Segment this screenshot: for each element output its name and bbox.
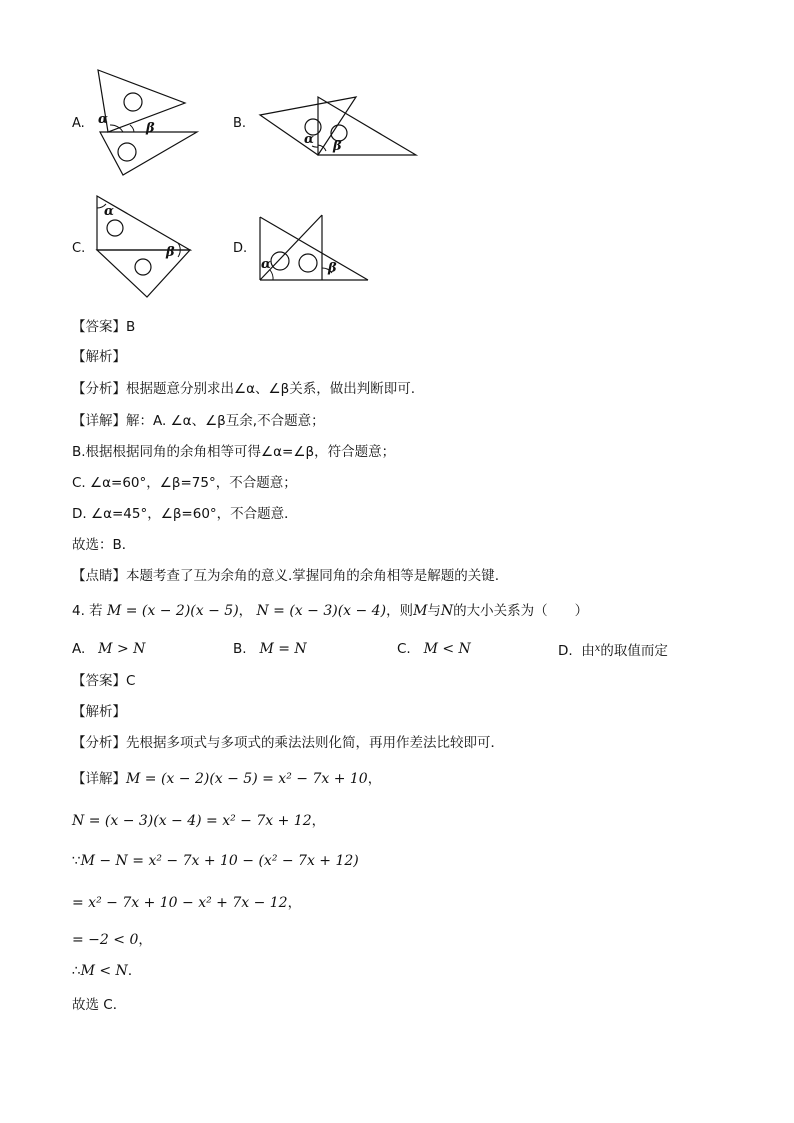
- q4-option-b: [233, 640, 307, 658]
- q4-option-d-label: D.: [558, 643, 573, 659]
- q3-detail: 【详解】解：A. ∠α、∠β互余,不合题意；: [72, 413, 325, 429]
- q3-answer: 【答案】B: [72, 319, 136, 335]
- q4-option-d-var: x: [594, 643, 601, 654]
- q4-step5-expr: = −2 < 0: [72, 932, 139, 948]
- figure-b-alpha: α: [304, 132, 315, 147]
- q4-option-a: [72, 640, 145, 658]
- figure-d-alpha: α: [261, 257, 272, 272]
- q4-option-a-label: A.: [72, 641, 86, 657]
- q4-detail-label: 【详解】: [72, 771, 126, 787]
- q3-analysis: 【分析】根据题意分别求出∠α、∠β关系，做出判断即可.: [72, 381, 416, 397]
- q4-step2: [72, 812, 325, 830]
- q4-stem-mid2: 与: [427, 603, 441, 619]
- q4-because: ∵: [72, 853, 81, 869]
- q4-m-var: M: [413, 603, 428, 619]
- q4-step1: [72, 770, 381, 788]
- q4-option-c-label: C.: [397, 641, 411, 657]
- q4-m-definition: M = (x − 2)(x − 5): [106, 603, 239, 619]
- q4-step6-end: ．: [127, 963, 142, 979]
- option-c-label: C.: [72, 241, 86, 256]
- q4-step4-expr: = x² − 7x + 10 − x² + 7x − 12: [72, 895, 288, 911]
- q4-step3: [72, 852, 359, 870]
- q4-stem-prefix: 4. 若: [72, 603, 103, 619]
- q4-stem-suffix: 的大小关系为（ ）: [453, 603, 589, 619]
- q4-step5-end: ，: [138, 932, 152, 948]
- q4-therefore: ∴: [72, 963, 81, 979]
- q4-step2-expr: N = (x − 3)(x − 4) = x² − 7x + 12: [72, 813, 312, 829]
- q3-analysis-head: 【解析】: [72, 349, 126, 365]
- q3-comment: 【点睛】本题考查了互为余角的意义.掌握同角的余角相等是解题的关键.: [72, 568, 500, 584]
- q4-option-a-expr: M > N: [98, 641, 146, 657]
- q4-option-d-text-post: 的取值而定: [600, 643, 668, 659]
- q4-step6: [72, 962, 141, 980]
- q4-option-c: [397, 640, 471, 658]
- q4-step5: [72, 931, 152, 949]
- figure-d-beta: β: [328, 261, 337, 276]
- q3-option-c-line: C. ∠α=60°，∠β=75°，不合题意；: [72, 475, 297, 491]
- q4-step1-end: ，: [367, 771, 382, 787]
- figure-a-beta: β: [146, 121, 155, 136]
- q4-option-c-expr: M < N: [423, 641, 471, 657]
- q4-answer: 【答案】C: [72, 673, 136, 689]
- q4-option-b-expr: M = N: [259, 641, 307, 657]
- q4-option-d: [558, 640, 668, 660]
- q4-stem: [72, 602, 588, 620]
- q4-analysis: 【分析】先根据多项式与多项式的乘法法则化简，再用作差法比较即可．: [72, 735, 504, 751]
- q4-step4: [72, 894, 301, 912]
- q4-step2-end: ，: [311, 813, 326, 829]
- option-d-label: D.: [233, 241, 248, 256]
- option-b-label: B.: [233, 116, 247, 131]
- q4-n-var: N: [440, 603, 454, 619]
- q4-choose: 故选 C．: [72, 997, 127, 1013]
- figure-c-alpha: α: [104, 204, 115, 219]
- q3-option-b-line: B.根据根据同角的余角相等可得∠α=∠β，符合题意；: [72, 444, 396, 460]
- figure-b-beta: β: [333, 139, 342, 154]
- q4-stem-mid1: ，则: [386, 603, 414, 619]
- q4-step6-expr: M < N: [80, 963, 128, 979]
- option-a-label: A.: [72, 116, 85, 131]
- q4-option-d-text-pre: 由: [581, 643, 595, 659]
- q4-option-b-label: B.: [233, 641, 247, 657]
- q4-step3-expr: M − N = x² − 7x + 10 − (x² − 7x + 12): [80, 853, 359, 869]
- q3-option-d-line: D. ∠α=45°，∠β=60°，不合题意．: [72, 506, 298, 522]
- q3-choose: 故选：B．: [72, 537, 136, 553]
- q4-n-definition: N = (x − 3)(x − 4): [256, 603, 387, 619]
- q4-analysis-head: 【解析】: [72, 704, 126, 720]
- q4-step1-expr: M = (x − 2)(x − 5) = x² − 7x + 10: [126, 771, 368, 787]
- q4-stem-separator: ，: [238, 603, 253, 619]
- figure-a-alpha: α: [98, 112, 109, 127]
- figure-c-beta: β: [166, 245, 175, 260]
- q4-step4-end: ，: [287, 895, 302, 911]
- figure-d: [256, 213, 372, 283]
